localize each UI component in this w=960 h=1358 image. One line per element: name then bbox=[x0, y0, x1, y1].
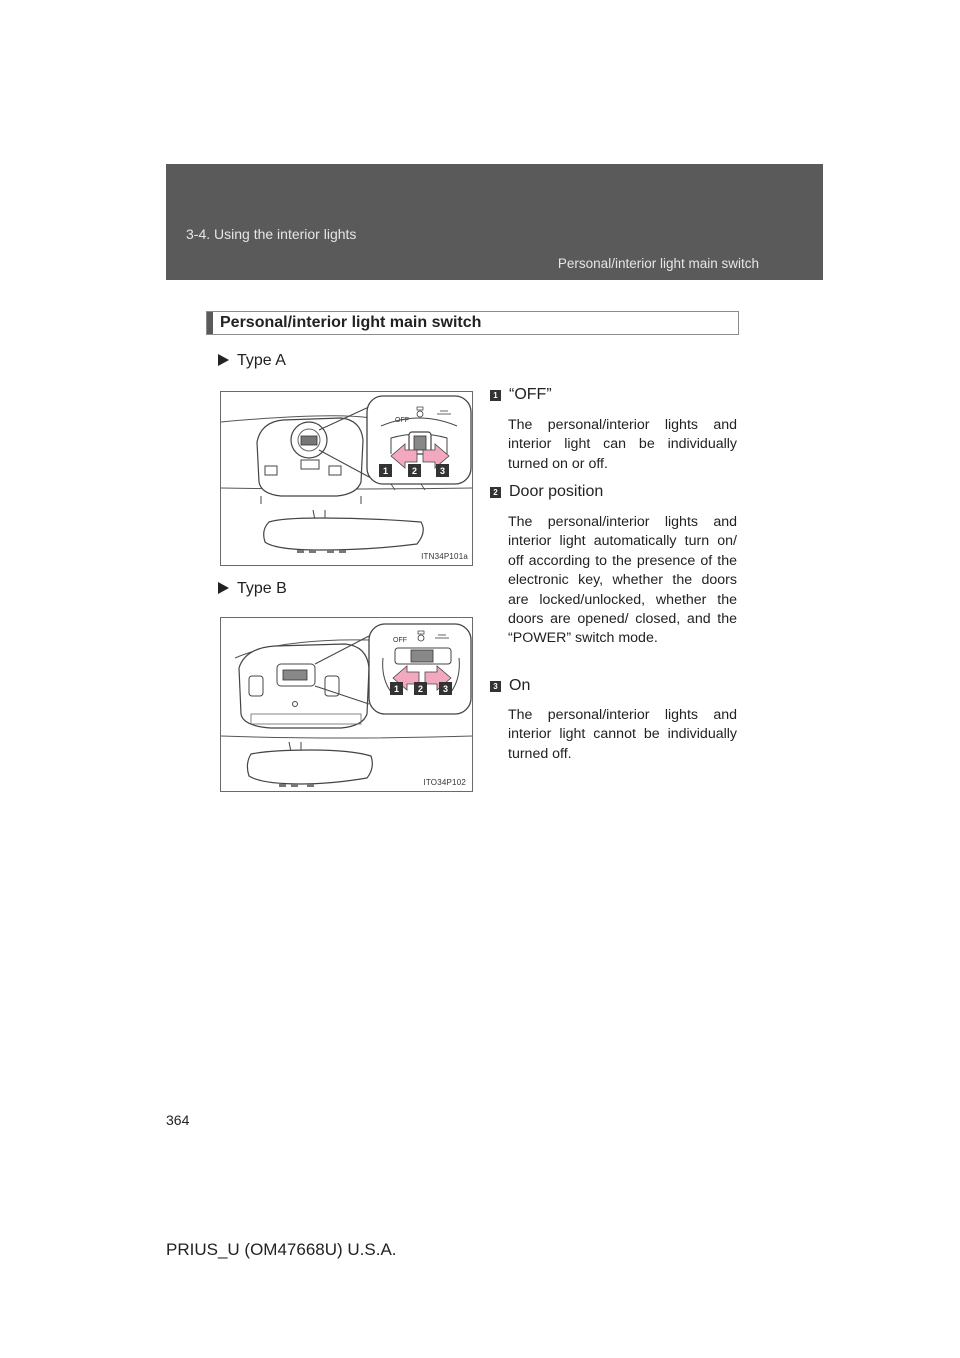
heading-text: Personal/interior light main switch bbox=[220, 314, 482, 331]
section-heading bbox=[206, 311, 739, 335]
item-3-title-text: On bbox=[509, 677, 531, 694]
figure-a-code: ITN34P101a bbox=[421, 552, 468, 561]
page-number: 364 bbox=[166, 1112, 190, 1128]
triangle-bullet-icon bbox=[218, 582, 229, 594]
type-b-label bbox=[218, 580, 287, 598]
item-1-title-text: “OFF” bbox=[509, 386, 552, 403]
header-subtitle: Personal/interior light main switch bbox=[557, 256, 759, 271]
item-2-title bbox=[490, 483, 603, 501]
type-b-text: Type B bbox=[237, 580, 287, 597]
callout-3-text-b: 3 bbox=[442, 684, 449, 694]
callout-2-text-b: 2 bbox=[417, 684, 424, 694]
item-2-title-text: Door position bbox=[509, 483, 604, 500]
type-a-label bbox=[218, 352, 286, 370]
item-1-description: The personal/interior lights and interior light can be individually turned on or off. bbox=[508, 417, 737, 472]
callout-3-text: 3 bbox=[439, 466, 446, 476]
overhead-console-type-a-illustration bbox=[221, 392, 473, 566]
item-1-title bbox=[490, 386, 552, 404]
heading-bar bbox=[207, 312, 213, 334]
type-a-text: Type A bbox=[237, 352, 286, 369]
page-header bbox=[166, 164, 823, 280]
item-3-description: The personal/interior lights and interior light cannot be individually turned off. bbox=[508, 707, 737, 762]
item-2-number: 2 bbox=[490, 487, 501, 498]
section-title: 3-4. Using the interior lights bbox=[186, 226, 357, 242]
callout-1-text-b: 1 bbox=[393, 684, 400, 694]
switch-off-label: OFF bbox=[395, 417, 409, 424]
callout-2-text: 2 bbox=[411, 466, 418, 476]
callout-1-text: 1 bbox=[382, 466, 389, 476]
item-1-number: 1 bbox=[490, 390, 501, 401]
figure-type-a bbox=[220, 391, 473, 566]
switch-off-label-b: OFF bbox=[393, 637, 407, 644]
item-3-title bbox=[490, 677, 530, 695]
triangle-bullet-icon bbox=[218, 354, 229, 366]
item-3-number: 3 bbox=[490, 681, 501, 692]
figure-type-b bbox=[220, 617, 473, 792]
figure-b-code: ITO34P102 bbox=[423, 778, 466, 787]
item-2-description: The personal/interior lights and interior light automatically turn on/ off according to the presence of the electronic key, whether the doors are locked/unlocked, whether the doors are opened/ closed, and the “POWER” switch mode. bbox=[508, 514, 737, 647]
overhead-console-type-b-illustration bbox=[221, 618, 473, 792]
footer-model: PRIUS_U (OM47668U) U.S.A. bbox=[166, 1240, 397, 1259]
